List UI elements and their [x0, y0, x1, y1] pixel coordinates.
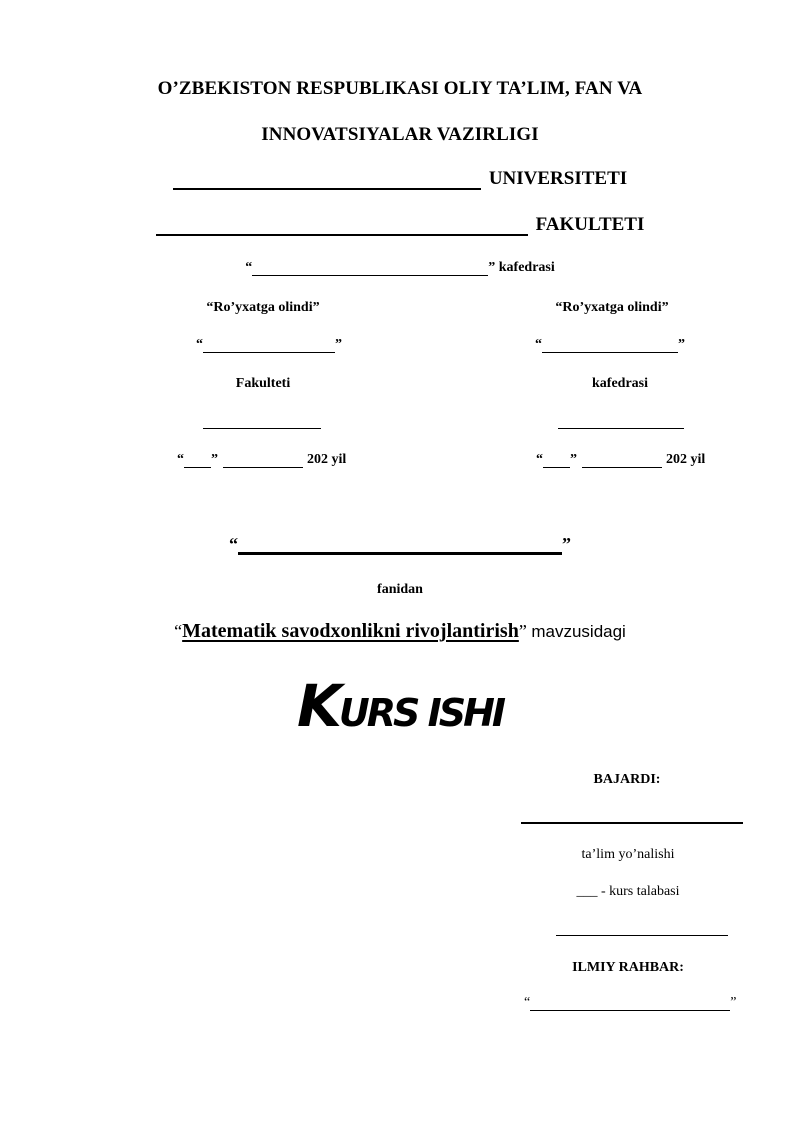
university-row — [0, 168, 800, 190]
faculty-row — [0, 214, 800, 236]
work-type-rest: URS ISHI — [338, 691, 504, 735]
right-registration-number-blank[interactable] — [542, 341, 678, 353]
faculty-label: FAKULTETI — [535, 214, 645, 235]
right-date-open-quote: “ — [536, 452, 543, 467]
right-date-row — [536, 452, 705, 468]
course-number-blank[interactable]: ___ — [576, 884, 598, 899]
left-registration-title: “Ro’yxatga olindi” — [206, 300, 320, 315]
right-signature-blank[interactable] — [558, 416, 684, 429]
left-date-close-quote: ” — [211, 452, 218, 467]
ministry-title-line2: INNOVATSIYALAR VAZIRLIGI — [261, 124, 539, 145]
ministry-title-line1: O’ZBEKISTON RESPUBLIKASI OLIY TA’LIM, FAN VA — [157, 78, 643, 99]
right-open-quote: “ — [535, 337, 542, 352]
theme-title: Matematik savodxonlikni rivojlantirish — [182, 620, 519, 642]
subject-close-quote: ” — [562, 534, 571, 554]
kafedra-name-blank[interactable] — [252, 264, 488, 276]
left-unit-label: Fakulteti — [235, 376, 291, 391]
right-date-close-quote: ” — [570, 452, 577, 467]
right-day-blank[interactable] — [543, 456, 570, 468]
supervisor-close-quote: ” — [730, 995, 737, 1010]
work-type-title — [0, 672, 800, 740]
supervisor-row — [524, 995, 736, 1011]
right-month-blank[interactable] — [582, 456, 662, 468]
right-close-quote: ” — [678, 337, 685, 352]
theme-row — [0, 620, 800, 643]
left-registration-number-row — [196, 337, 342, 353]
subject-row — [0, 532, 800, 555]
right-registration-number-row — [535, 337, 685, 353]
theme-close-quote: ” — [518, 621, 527, 641]
left-day-blank[interactable] — [184, 456, 211, 468]
left-date-row — [177, 452, 346, 468]
left-close-quote: ” — [335, 337, 342, 352]
left-open-quote: “ — [196, 337, 203, 352]
theme-open-quote: “ — [174, 621, 183, 641]
left-registration-number-blank[interactable] — [203, 341, 335, 353]
right-year-label: 202 yil — [666, 452, 706, 467]
kafedra-label: ” kafedrasi — [488, 260, 555, 275]
course-row — [538, 884, 718, 900]
left-date-open-quote: “ — [177, 452, 184, 467]
direction-name-blank[interactable] — [556, 925, 728, 936]
faculty-name-blank[interactable] — [156, 216, 528, 236]
right-registration-title: “Ro’yxatga olindi” — [555, 300, 669, 315]
university-name-blank[interactable] — [173, 170, 481, 190]
subject-open-quote: “ — [229, 534, 238, 554]
kafedra-open-quote: “ — [245, 260, 253, 275]
university-label: UNIVERSITETI — [488, 168, 628, 189]
left-year-label: 202 yil — [307, 452, 347, 467]
supervisor-label: ILMIY RAHBAR: — [572, 960, 684, 975]
student-name-blank[interactable] — [521, 810, 743, 824]
bajardi-label: BAJARDI: — [593, 772, 661, 787]
supervisor-name-blank[interactable] — [530, 999, 730, 1011]
course-label: - kurs talabasi — [600, 884, 680, 899]
subject-name-blank[interactable] — [238, 532, 562, 555]
left-signature-blank[interactable] — [203, 416, 321, 429]
left-month-blank[interactable] — [223, 456, 303, 468]
theme-suffix: mavzusidagi — [531, 622, 626, 641]
direction-label: ta’lim yo’nalishi — [581, 847, 675, 862]
kafedra-row — [0, 260, 800, 276]
right-unit-label: kafedrasi — [592, 376, 648, 391]
work-type-cap-letter: K — [296, 672, 339, 740]
fanidan-label: fanidan — [377, 582, 423, 597]
supervisor-open-quote: “ — [524, 995, 531, 1010]
